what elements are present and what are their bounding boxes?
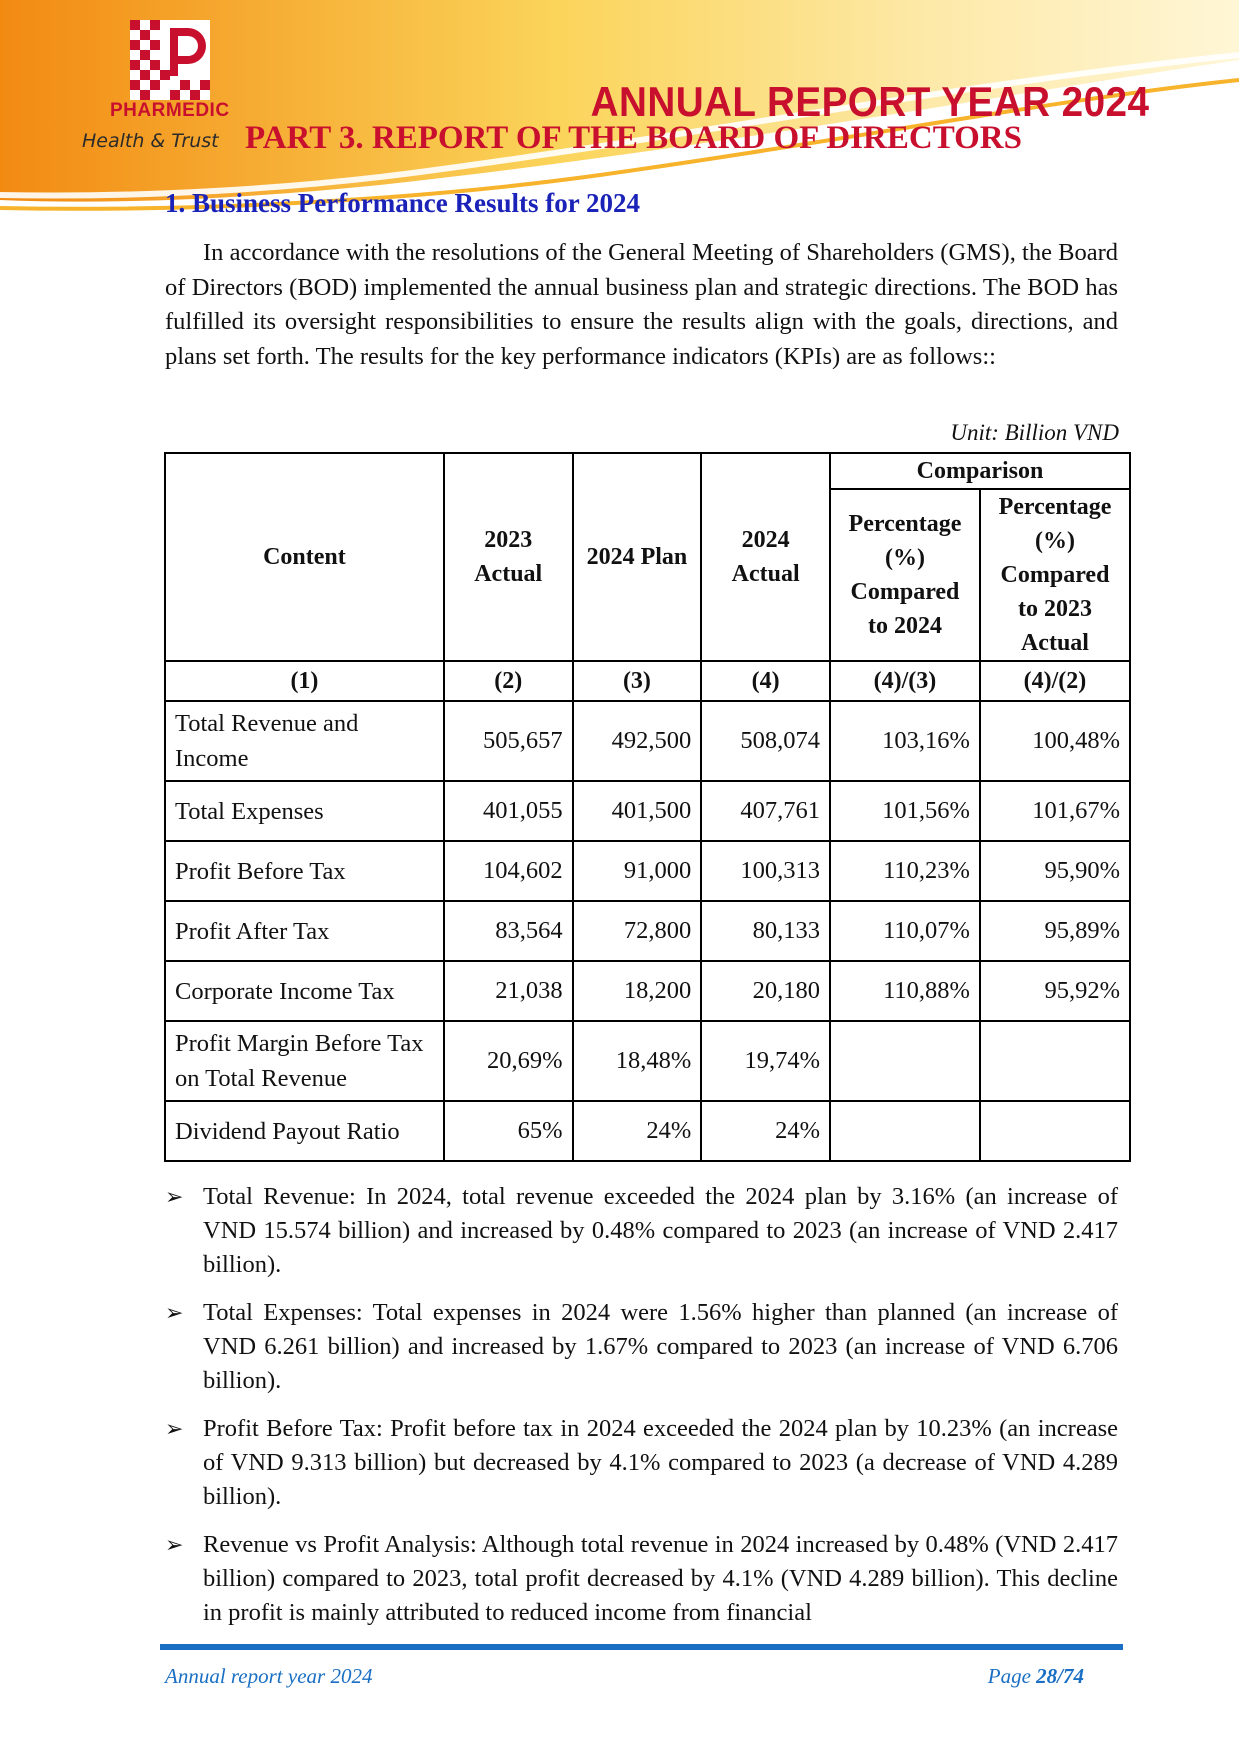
value-2024-actual: 508,074 (701, 701, 830, 781)
row-label: Total Expenses (165, 781, 444, 841)
table-row (165, 901, 1130, 961)
value-pct-vs-2023 (980, 1101, 1130, 1161)
value-pct-vs-2023 (980, 1021, 1130, 1101)
row-label: Total Revenue and Income (165, 701, 444, 781)
value-pct-vs-plan: 110,07% (830, 901, 980, 961)
value-pct-vs-2023: 95,92% (980, 961, 1130, 1021)
value-2024-actual: 20,180 (701, 961, 830, 1021)
index-cell: (4)/(2) (980, 661, 1130, 701)
page-label: Page (987, 1664, 1031, 1688)
table-row (165, 961, 1130, 1021)
arrow-bullet-icon: ➢ (165, 1184, 184, 1209)
value-2024-plan: 401,500 (573, 781, 702, 841)
table-row (165, 1101, 1130, 1161)
value-pct-vs-plan (830, 1101, 980, 1161)
unit-label: Unit: Billion VND (950, 420, 1119, 445)
value-pct-vs-2023: 101,67% (980, 781, 1130, 841)
index-cell: (4) (701, 661, 830, 701)
value-pct-vs-2023: 100,48% (980, 701, 1130, 781)
part-title: PART 3. REPORT OF THE BOARD OF DIRECTORS (245, 120, 1022, 156)
value-pct-vs-plan: 101,56% (830, 781, 980, 841)
value-2024-actual: 407,761 (701, 781, 830, 841)
value-2023-actual: 505,657 (444, 701, 573, 781)
header-pct-vs-2023: Percentage (%) Compared to 2023 Actual (980, 489, 1130, 661)
value-pct-vs-plan: 110,88% (830, 961, 980, 1021)
list-item (165, 1180, 1118, 1282)
brand-name: PHARMEDIC (110, 100, 230, 121)
index-cell: (2) (444, 661, 573, 701)
value-pct-vs-2023: 95,89% (980, 901, 1130, 961)
row-label: Profit After Tax (165, 901, 444, 961)
footer-divider (160, 1644, 1123, 1650)
value-pct-vs-plan: 110,23% (830, 841, 980, 901)
analysis-bullets (165, 1180, 1118, 1644)
arrow-bullet-icon: ➢ (165, 1300, 184, 1325)
row-label: Dividend Payout Ratio (165, 1101, 444, 1161)
value-2023-actual: 83,564 (444, 901, 573, 961)
header-2024-actual: 2024 Actual (701, 453, 830, 661)
table-row (165, 1021, 1130, 1101)
value-2024-actual: 80,133 (701, 901, 830, 961)
list-item (165, 1528, 1118, 1630)
value-2024-plan: 24% (573, 1101, 702, 1161)
value-pct-vs-plan (830, 1021, 980, 1101)
value-2024-plan: 18,200 (573, 961, 702, 1021)
bullet-text: Total Expenses: Total expenses in 2024 were 1.56% higher than planned (an increase of VND 6.261 billion) and increased by 1.67% compared to 2023 (an increase of VND 6.706 billion). (203, 1299, 1118, 1394)
bullet-text: Revenue vs Profit Analysis: Although total revenue in 2024 increased by 0.48% (VND 2.417 billion) compared to 2023, total profit decreased by 4.1% (VND 4.289 billion). This decline in profit is mainly attributed to reduced income from financial (203, 1531, 1118, 1626)
brand-tagline: Health & Trust (82, 130, 219, 152)
value-2023-actual: 104,602 (444, 841, 573, 901)
bullet-text: Total Revenue: In 2024, total revenue exceeded the 2024 plan by 3.16% (an increase of VND 15.574 billion) and increased by 0.48% compared to 2023 (an increase of VND 2.417 billion). (203, 1183, 1118, 1278)
arrow-bullet-icon: ➢ (165, 1532, 184, 1557)
value-pct-vs-plan: 103,16% (830, 701, 980, 781)
page-number-value: 28/74 (1036, 1664, 1084, 1688)
value-2023-actual: 21,038 (444, 961, 573, 1021)
index-cell: (3) (573, 661, 702, 701)
value-2024-plan: 72,800 (573, 901, 702, 961)
pharmedic-logo (130, 20, 210, 100)
page-number (988, 1664, 1084, 1689)
header-2024-plan: 2024 Plan (573, 453, 702, 661)
footer-report-name: Annual report year 2024 (165, 1664, 373, 1688)
intro-paragraph: In accordance with the resolutions of the General Meeting of Shareholders (GMS), the Board of Directors (BOD) implemented the annual business plan and strategic directions. The BOD has fulfilled its oversight responsibilities to ensure the results align with the goals, directions, and plans set forth. The results for the key performance indicators (KPIs) are as follows:: (165, 239, 1118, 370)
value-2024-plan: 492,500 (573, 701, 702, 781)
header-content: Content (165, 453, 444, 661)
list-item (165, 1296, 1118, 1398)
value-pct-vs-2023: 95,90% (980, 841, 1130, 901)
value-2024-actual: 24% (701, 1101, 830, 1161)
table-row (165, 841, 1130, 901)
kpi-table (164, 452, 1131, 1162)
index-cell: (4)/(3) (830, 661, 980, 701)
value-2024-actual: 100,313 (701, 841, 830, 901)
header-2023-actual: 2023 Actual (444, 453, 573, 661)
table-row (165, 701, 1130, 781)
value-2024-plan: 91,000 (573, 841, 702, 901)
header-pct-vs-plan: Percentage (%) Compared to 2024 (830, 489, 980, 661)
row-label: Profit Before Tax (165, 841, 444, 901)
row-label: Profit Margin Before Tax on Total Revenue (165, 1021, 444, 1101)
value-2024-actual: 19,74% (701, 1021, 830, 1101)
report-title: ANNUAL REPORT YEAR 2024 (590, 78, 1149, 125)
index-cell: (1) (165, 661, 444, 701)
row-label: Corporate Income Tax (165, 961, 444, 1021)
header-comparison: Comparison (830, 453, 1130, 489)
list-item (165, 1412, 1118, 1514)
value-2023-actual: 65% (444, 1101, 573, 1161)
section-heading: 1. Business Performance Results for 2024 (165, 188, 640, 218)
bullet-text: Profit Before Tax: Profit before tax in 2024 exceeded the 2024 plan by 10.23% (an increase of VND 9.313 billion) but decreased by 4.1% compared to 2023 (a decrease of VND 4.289 billion). (203, 1415, 1118, 1510)
table-row (165, 781, 1130, 841)
value-2024-plan: 18,48% (573, 1021, 702, 1101)
value-2023-actual: 401,055 (444, 781, 573, 841)
value-2023-actual: 20,69% (444, 1021, 573, 1101)
arrow-bullet-icon: ➢ (165, 1416, 184, 1441)
